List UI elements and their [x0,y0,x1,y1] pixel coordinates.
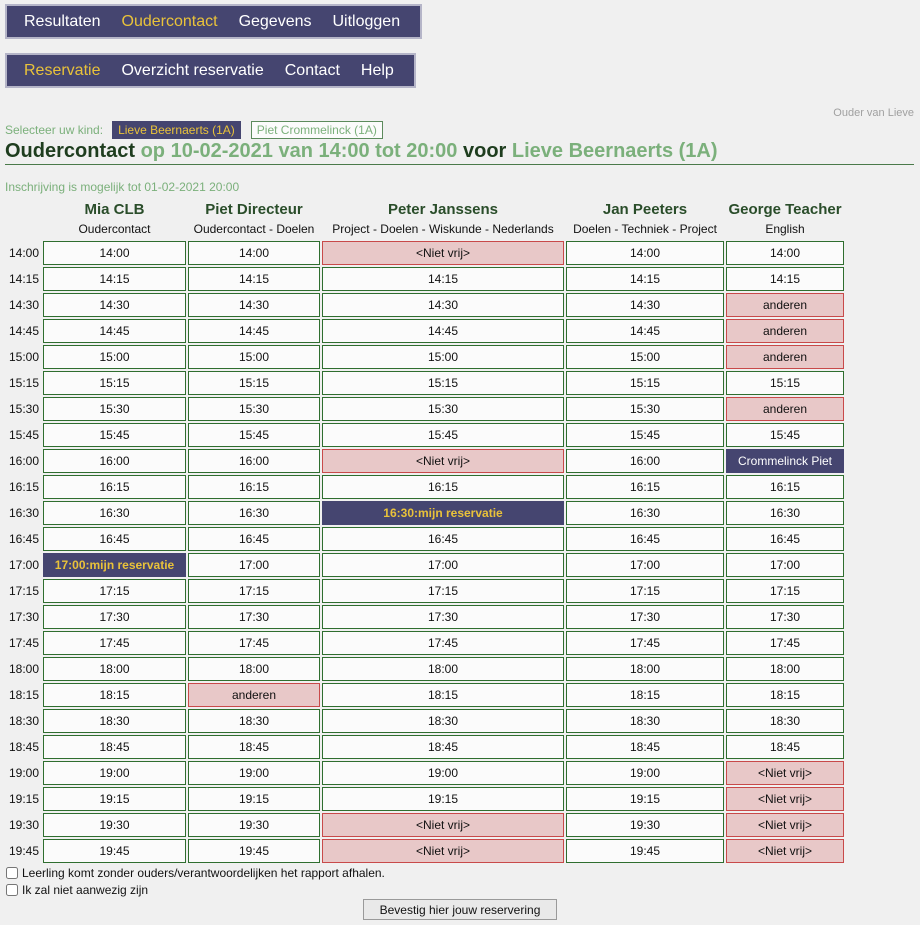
slot-cell[interactable]: 18:45 [566,735,724,759]
slot-cell[interactable]: 17:15 [322,579,564,603]
time-label: 14:45 [9,324,40,338]
slot-cell[interactable]: 15:45 [188,423,320,447]
teacher-subject: English [765,222,805,236]
time-label: 18:30 [9,714,40,728]
slot-cell[interactable]: 17:45 [43,631,186,655]
slot-cell[interactable]: 17:15 [43,579,186,603]
child-selector [5,121,383,139]
slot-cell[interactable]: 16:30:mijn reservatie [322,501,564,525]
slot-cell[interactable]: 14:15 [43,267,186,291]
slot-cell[interactable]: 15:30 [188,397,320,421]
slot-cell[interactable]: 19:15 [566,787,724,811]
slot-cell[interactable]: 15:00 [322,345,564,369]
title-main: Oudercontact [5,140,136,162]
slot-cell[interactable]: 19:15 [188,787,320,811]
slot-cell[interactable]: 16:45 [726,527,844,551]
time-label: 17:45 [9,636,40,650]
slot-cell[interactable]: 19:15 [43,787,186,811]
slot-cell: <Niet vrij> [322,449,564,473]
slot-cell: anderen [726,319,844,343]
time-label: 18:00 [9,662,40,676]
slot-cell[interactable]: 15:45 [43,423,186,447]
slot-cell: <Niet vrij> [726,761,844,785]
slot-cell[interactable]: 19:45 [566,839,724,863]
time-label: 14:00 [9,246,40,260]
slot-cell[interactable]: 14:00 [43,241,186,265]
time-label: 17:15 [9,584,40,598]
slot-cell[interactable]: 15:15 [726,371,844,395]
teacher-name: Jan Peeters [602,201,688,218]
nav-link-oudercontact[interactable]: Oudercontact [121,12,218,30]
slot-cell[interactable]: 16:45 [322,527,564,551]
slot-cell[interactable]: 14:45 [43,319,186,343]
slot-cell[interactable]: 14:30 [43,293,186,317]
slot-cell[interactable]: 15:15 [322,371,564,395]
slot-cell[interactable]: 15:15 [188,371,320,395]
slot-cell[interactable]: 14:15 [322,267,564,291]
subnav-link-overzicht-reservatie[interactable]: Overzicht reservatie [121,61,264,79]
slot-cell[interactable]: 16:00 [566,449,724,473]
slot-cell[interactable]: 18:45 [188,735,320,759]
absent-label: Ik zal niet aanwezig zijn [22,883,149,897]
slot-cell[interactable]: 15:00 [43,345,186,369]
slot-cell[interactable]: 14:15 [188,267,320,291]
slot-cell[interactable]: 18:45 [43,735,186,759]
slot-cell[interactable]: 18:45 [322,735,564,759]
slot-cell[interactable]: 16:15 [566,475,724,499]
time-label: 17:30 [9,610,40,624]
slot-cell[interactable]: 17:45 [726,631,844,655]
select-child-label: Selecteer uw kind: [5,123,104,137]
slot-cell[interactable]: 19:00 [43,761,186,785]
time-label: 14:30 [9,298,40,312]
slot-cell: <Niet vrij> [322,839,564,863]
slot-cell[interactable]: 17:30 [566,605,724,629]
time-label: 16:45 [9,532,40,546]
slot-cell[interactable]: 18:15 [322,683,564,707]
slot-cell[interactable]: 17:00 [566,553,724,577]
subnav-link-help[interactable]: Help [360,61,394,79]
slot-cell[interactable]: 18:00 [566,657,724,681]
slot-cell[interactable]: 19:00 [188,761,320,785]
absent-checkbox[interactable] [6,884,18,896]
slot-cell[interactable]: 18:00 [726,657,844,681]
slot-cell[interactable]: 14:45 [188,319,320,343]
subnav-link-contact[interactable]: Contact [284,61,340,79]
slot-cell[interactable]: 19:30 [566,813,724,837]
slot-cell[interactable]: 14:00 [188,241,320,265]
slot-cell[interactable]: 17:45 [188,631,320,655]
parent-label: Ouder van Lieve [833,107,914,119]
slot-cell[interactable]: 17:15 [566,579,724,603]
nav-link-resultaten[interactable]: Resultaten [24,12,101,30]
slot-cell: <Niet vrij> [726,787,844,811]
time-label: 19:30 [9,818,40,832]
no-parents-label: Leerling komt zonder ouders/verantwoordelijken het rapport afhalen. [22,866,385,880]
slot-cell[interactable]: 19:45 [43,839,186,863]
slot-cell[interactable]: 16:30 [566,501,724,525]
secondary-nav [5,53,416,88]
slot-cell[interactable]: 15:30 [43,397,186,421]
time-label: 17:00 [9,558,40,572]
slot-cell[interactable]: 15:30 [322,397,564,421]
teacher-subject: Oudercontact [78,222,151,236]
slot-cell[interactable]: 18:30 [726,709,844,733]
child-button-lieve[interactable]: Lieve Beernaerts (1A) [112,121,241,139]
slot-cell[interactable]: 16:15 [188,475,320,499]
checkbox-row-absent [6,883,148,897]
page-title [5,140,914,165]
slot-cell[interactable]: 15:00 [188,345,320,369]
slot-cell[interactable]: 18:15 [566,683,724,707]
slot-cell[interactable]: 15:45 [726,423,844,447]
slot-cell[interactable]: 15:15 [43,371,186,395]
time-label: 19:00 [9,766,40,780]
time-label: 16:30 [9,506,40,520]
slot-cell[interactable]: 15:00 [566,345,724,369]
slot-cell[interactable]: 15:45 [322,423,564,447]
slot-cell[interactable]: 18:30 [566,709,724,733]
slot-cell: anderen [726,397,844,421]
slot-cell: Crommelinck Piet [726,449,844,473]
slot-cell[interactable]: 17:15 [188,579,320,603]
slot-cell[interactable]: 18:30 [322,709,564,733]
slot-cell[interactable]: 17:30 [726,605,844,629]
title-child: Lieve Beernaerts (1A) [511,140,718,162]
slot-cell[interactable]: 16:15 [322,475,564,499]
slot-cell[interactable]: 18:00 [188,657,320,681]
slot-cell: <Niet vrij> [726,813,844,837]
slot-cell[interactable]: 16:15 [726,475,844,499]
slot-cell[interactable]: 14:45 [322,319,564,343]
slot-cell[interactable]: 14:15 [566,267,724,291]
slot-cell[interactable]: 18:45 [726,735,844,759]
slot-cell[interactable]: 17:00 [188,553,320,577]
checkbox-row-no-parents [6,866,385,880]
time-label: 14:15 [9,272,40,286]
slot-cell: anderen [726,345,844,369]
slot-cell[interactable]: 14:30 [566,293,724,317]
slot-cell[interactable]: 16:45 [566,527,724,551]
time-label: 15:45 [9,428,40,442]
slot-cell[interactable]: 17:00 [322,553,564,577]
teacher-subject: Doelen - Techniek - Project [573,222,717,236]
slot-cell[interactable]: 14:00 [566,241,724,265]
slot-cell: <Niet vrij> [322,241,564,265]
slot-cell[interactable]: 17:30 [188,605,320,629]
slot-cell[interactable]: 17:00 [726,553,844,577]
slot-cell[interactable]: 16:15 [43,475,186,499]
time-label: 18:15 [9,688,40,702]
slot-cell[interactable]: 19:30 [43,813,186,837]
title-for: voor [462,140,507,162]
slot-cell[interactable]: 15:15 [566,371,724,395]
slot-cell[interactable]: 19:15 [322,787,564,811]
slot-cell[interactable]: 16:30 [726,501,844,525]
slot-cell[interactable]: 15:30 [566,397,724,421]
time-label: 15:00 [9,350,40,364]
slot-cell: <Niet vrij> [322,813,564,837]
slot-cell[interactable]: 17:45 [566,631,724,655]
slot-cell[interactable]: 14:30 [322,293,564,317]
slot-cell[interactable]: 14:30 [188,293,320,317]
slot-cell[interactable]: 18:30 [188,709,320,733]
slot-cell[interactable]: 17:30 [43,605,186,629]
slot-cell[interactable]: 17:15 [726,579,844,603]
slot-cell[interactable]: 19:45 [188,839,320,863]
no-parents-checkbox[interactable] [6,867,18,879]
time-label: 15:15 [9,376,40,390]
registration-note: Inschrijving is mogelijk tot 01-02-2021 20:00 [5,180,240,194]
time-label: 19:15 [9,792,40,806]
teacher-name: George Teacher [728,201,842,218]
slot-cell[interactable]: 16:30 [188,501,320,525]
teacher-name: Mia CLB [84,201,145,218]
time-label: 18:45 [9,740,40,754]
slot-cell[interactable]: 17:30 [322,605,564,629]
nav-link-uitloggen[interactable]: Uitloggen [332,12,401,30]
nav-link-gegevens[interactable]: Gegevens [238,12,312,30]
slot-cell[interactable]: 18:00 [322,657,564,681]
slot-cell[interactable]: 17:00:mijn reservatie [43,553,186,577]
teacher-subject: Project - Doelen - Wiskunde - Nederlands [332,222,554,236]
time-label: 16:00 [9,454,40,468]
slot-cell[interactable]: 19:00 [566,761,724,785]
teacher-name: Piet Directeur [205,201,303,218]
title-date: op 10-02-2021 van 14:00 tot 20:00 [140,140,458,162]
confirm-reservation-button[interactable]: Bevestig hier jouw reservering [363,899,557,920]
slot-cell[interactable]: 18:30 [43,709,186,733]
time-label: 15:30 [9,402,40,416]
slot-cell[interactable]: 16:00 [188,449,320,473]
primary-nav [5,4,422,39]
slot-cell[interactable]: 16:00 [43,449,186,473]
slot-cell[interactable]: 18:15 [726,683,844,707]
slot-cell[interactable]: 16:45 [188,527,320,551]
time-label: 19:45 [9,844,40,858]
slot-cell[interactable]: 15:45 [566,423,724,447]
slot-cell[interactable]: 16:30 [43,501,186,525]
slot-cell: anderen [188,683,320,707]
slot-cell[interactable]: 19:00 [322,761,564,785]
slot-cell[interactable]: 14:45 [566,319,724,343]
subnav-link-reservatie[interactable]: Reservatie [24,61,101,79]
slot-cell: <Niet vrij> [726,839,844,863]
slot-cell[interactable]: 16:45 [43,527,186,551]
teacher-subject: Oudercontact - Doelen [193,222,315,236]
slot-cell[interactable]: 17:45 [322,631,564,655]
child-button-piet[interactable]: Piet Crommelinck (1A) [251,121,383,139]
slot-cell[interactable]: 14:15 [726,267,844,291]
slot-cell[interactable]: 19:30 [188,813,320,837]
slot-cell[interactable]: 18:15 [43,683,186,707]
teacher-name: Peter Janssens [387,201,499,218]
time-label: 16:15 [9,480,40,494]
slot-cell: anderen [726,293,844,317]
slot-cell[interactable]: 14:00 [726,241,844,265]
slot-cell[interactable]: 18:00 [43,657,186,681]
